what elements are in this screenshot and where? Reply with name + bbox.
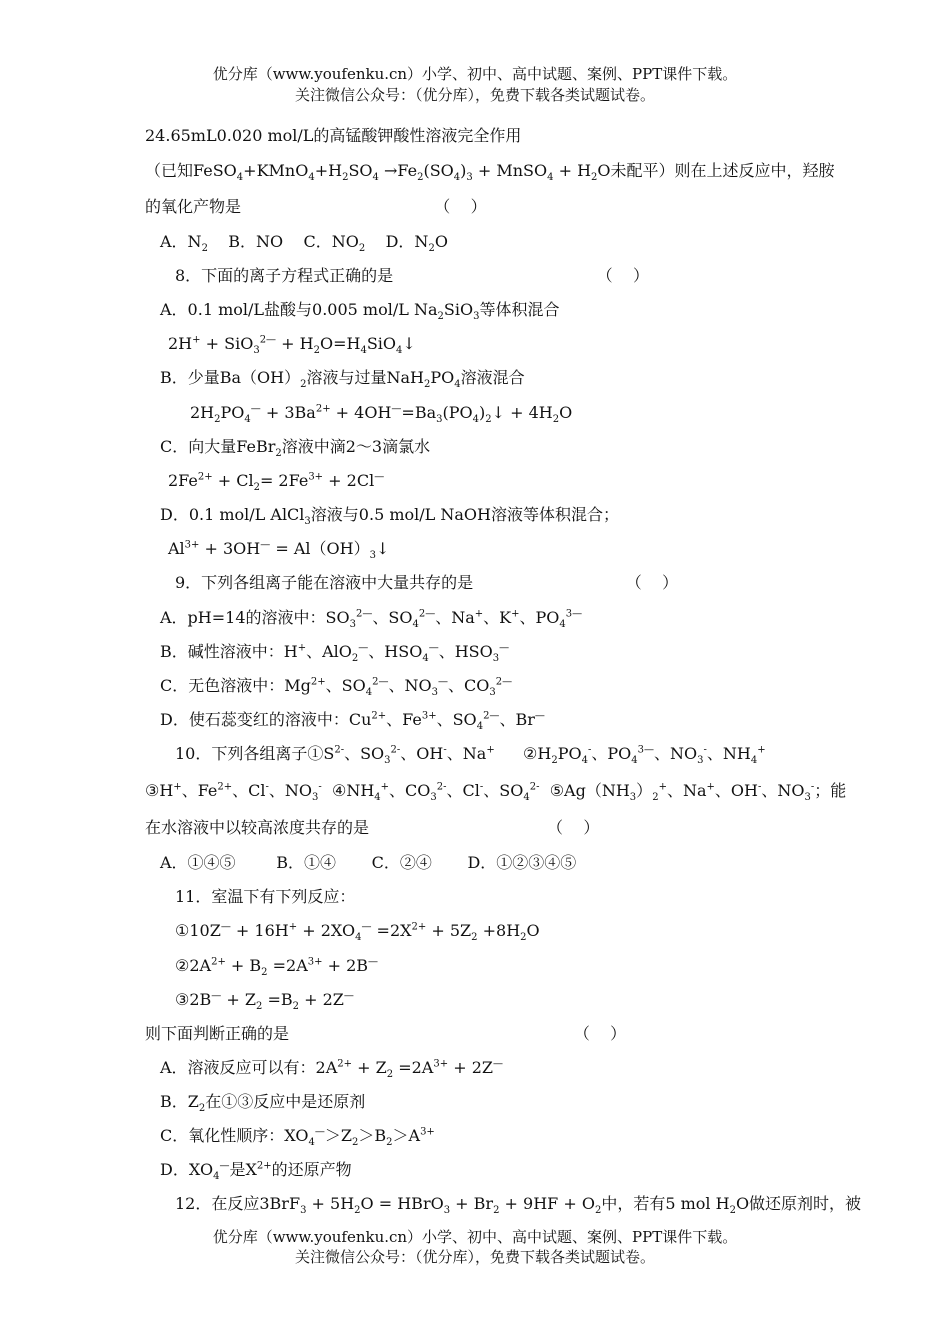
option-a: A．0.1 mol/L盐酸与0.005 mol/L $Na_2SiO_3$等体积混合 [160,300,560,323]
question-12: 12．在反应$3BrF_3 + 5H_2O$ = HBrO$_3$ + $Br_2 + 9HF + O_2$中，若有5 mol $H_2O$做还原剂时，被 [175,1194,862,1217]
option-b: B．碱性溶液中：H+、AlO$_2$—、$HSO_4^—$、$HSO_3^—$ [160,642,510,665]
question-9: 9．下列各组离子能在溶液中大量共存的是 （ ） [175,573,679,592]
page-header-line-2: 关注微信公众号：（优分库），免费下载各类试题试卷。 [294,86,655,104]
question-8: 8．下面的离子方程式正确的是 （ ） [175,266,649,285]
answer-options: A．$N_2$ B．NO C．$NO_2$ D．$N_2O$ [160,232,448,255]
option-a: A．pH=14的溶液中：$SO_3^{2—}$、$SO_4^{2—}$、Na+、K+、$PO_4^{3—}$ [160,608,583,631]
option-a: A．溶液反应可以有：$2A^{2+} + Z_2 =2A^{3+} + 2Z^—$ [160,1058,503,1081]
page-footer-line-1: 优分库（www.youfenku.cn）小学、初中、高中试题、案例、PPT课件下载。 [212,1228,738,1246]
text-line: （已知$FeSO_4+KMnO_4+H_2SO_4 \to Fe_2(SO_4)_3$ + MnSO$_4$ + $H_2O$未配平）则在上述反应中，羟胺 [145,161,835,184]
text-line: ③H+、$Fe^{2+}$、Cl-、$NO_3^-$ $④NH_4^+$、$CO_3^{2-}$、Cl-、$SO_4^{2-}$ $⑤Ag(NH_3)_2^+$、Na+、OH-、$NO_3^-$；能 [145,781,847,804]
equation: ①10Z— + $16H^+ + 2XO_4^— =2X^{2+} + 5Z_2 +8H_2O$ [175,921,540,944]
option-c: C．氧化性顺序：$XO_4^—>Z_2>B_2>A^{3+}$ [160,1126,435,1149]
equation: $2H^+ + SiO_3^{2—} + H_2O=H_4SiO_4↓$ [168,334,416,357]
equation: $②2A^{2+} + B_2 =2A^{3+} + 2B^—$ [175,956,379,979]
answer-options: A．①④⑤ B．①④ C．②④ D．①②③④⑤ [160,853,577,872]
question-11: 11．室温下有下列反应： [175,887,356,906]
option-c: C．无色溶液中：$Mg^{2+}$、$SO_4^{2—}$、$NO_3^—$、$CO_3^{2—}$ [160,676,513,699]
option-d: D．$XO_4^—$是$X^{2+}$的还原产物 [160,1160,352,1183]
page-header-line-1: 优分库（www.youfenku.cn）小学、初中、高中试题、案例、PPT课件下载。 [212,65,738,83]
equation: ③2B— + $Z_2 =B_2 + 2Z^—$ [175,990,354,1013]
text-line: 24.65mL0.020 mol/L的高锰酸钾酸性溶液完全作用 [145,126,522,145]
text-line: 则下面判断正确的是 （ ） [145,1024,627,1043]
equation: $2H_2PO_4^— + 3Ba^{2+}$ + $4OH^—=Ba_3(PO_4)_2↓ + 4H_2O$ [190,403,573,426]
page-footer-line-2: 关注微信公众号：（优分库），免费下载各类试题试卷。 [294,1248,655,1266]
text-line: 的氧化产物是 （ ） [145,197,487,216]
text-line: 在水溶液中以较高浓度共存的是 （ ） [145,818,600,837]
equation: $2Fe^{2+} + Cl_2= 2Fe^{3+} + 2Cl^—$ [168,471,385,494]
option-b: B．$Z_2$在①③反应中是还原剂 [160,1092,366,1115]
option-c: C．向大量FeBr$_2$溶液中滴2～3滴氯水 [160,437,431,460]
option-d: D．0.1 mol/L AlCl$_3$溶液与0.5 mol/L NaOH溶液等体积混合； [160,505,619,528]
equation: $Al^{3+} + 3OH^—$ = $Al(OH)_3↓$ [168,539,390,562]
question-10: 10．下列各组离子$①S^{2-}$、$SO_3^{2-}$、OH-、Na+ $②H_2PO_4^-$、$PO_4^{3—}$、$NO_3^-$、$NH_4^+$ [175,744,766,767]
option-d: D．使石蕊变红的溶液中：$Cu^{2+}$、$Fe^{3+}$、$SO_4^{2—}$、Br— [160,710,545,733]
option-b: B．少量$Ba(OH)_2$溶液与过量$NaH_2PO_4$溶液混合 [160,368,525,391]
